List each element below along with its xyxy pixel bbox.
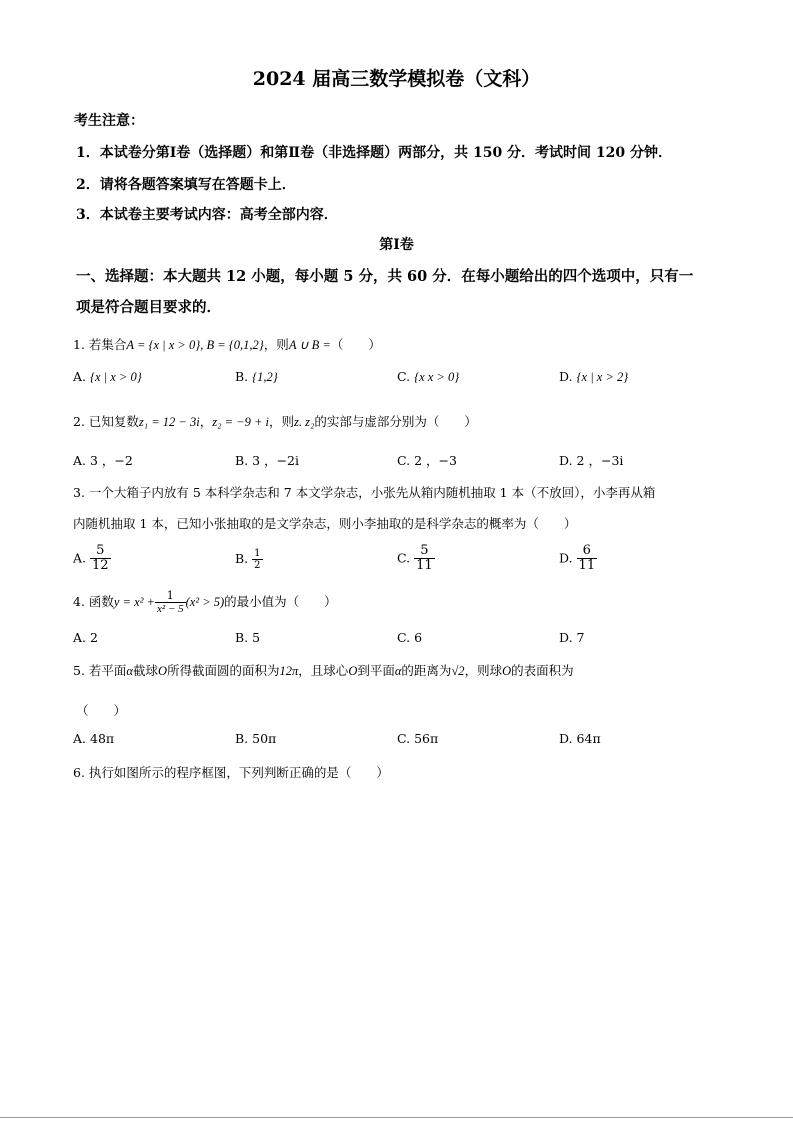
- q4-option-b: B. 5: [235, 630, 261, 645]
- q1-option-b: B. {1,2}: [235, 369, 278, 384]
- q1-option-a: A. {x | x > 0}: [73, 369, 142, 384]
- question-3-line2: 内随机抽取 1 本，已知小张抽取的是文学杂志，则小李抽取的是科学杂志的概率为（ ）: [73, 516, 577, 531]
- q5-option-d: D. 64π: [559, 731, 601, 746]
- q1-sets-expression: A = {x | x > 0}, B = {0,1,2}: [126, 338, 264, 352]
- part1-instructions-line1: 一、选择题：本大题共 12 小题，每小题 5 分，共 60 分．在每小题给出的四个选项中，只有一: [76, 268, 694, 285]
- q1-option-d: D. {x | x > 2}: [559, 369, 629, 384]
- question-1-stem: 1. 若集合A = {x | x > 0}, B = {0,1,2}，则A ∪ B =（ ）: [73, 337, 381, 352]
- section-title: 第Ⅰ卷: [379, 237, 414, 253]
- question-3-line1: 3. 一个大箱子内放有 5 本科学杂志和 7 本文学杂志，小张先从箱内随机抽取 1 本（不放回），小李再从箱: [73, 485, 656, 500]
- q3-option-d: D. $\frac{6}{11}$: [559, 543, 596, 574]
- q2-option-d: D. 2 ，−3i: [559, 453, 624, 468]
- q1-option-c: C. {x x > 0}: [397, 369, 460, 384]
- q3-option-c: C. $\frac{5}{11}$: [397, 543, 433, 574]
- exam-title: 2024 届高三数学模拟卷（文科）: [252, 68, 541, 90]
- q2-option-b: B. 3 ，−2i: [235, 453, 300, 468]
- question-5-line2: （ ）: [76, 703, 127, 718]
- part1-instructions-line2: 项是符合题目要求的．: [76, 299, 221, 316]
- q2-option-c: C. 2 ，−3: [397, 453, 457, 468]
- q2-option-a: A. 3 ，−2: [73, 453, 133, 468]
- question-6-stem: 6. 执行如图所示的程序框图，下列判断正确的是（ ）: [73, 765, 389, 780]
- q1-union-expression: A ∪ B =: [288, 338, 331, 352]
- q5-option-b: B. 50π: [235, 731, 277, 746]
- q5-option-c: C. 56π: [397, 731, 439, 746]
- q4-option-c: C. 6: [397, 630, 423, 645]
- q4-option-a: A. 2: [73, 630, 98, 645]
- question-4-stem: 4. 函数y = x² + $\frac{1}{\text{x² − 5}}$ (x² > 5)的最小值为（ ）: [73, 589, 337, 616]
- q3-option-a: A. $\frac{5}{12}$: [73, 543, 109, 574]
- notice-item-3: 3．本试卷主要考试内容：高考全部内容．: [76, 207, 338, 223]
- question-5-line1: 5. 若平面α截球O所得截面圆的面积为12π，且球心O到平面α的距离为√2，则球O的表面积为: [73, 663, 574, 678]
- page-bottom-divider: [0, 1117, 793, 1118]
- notice-heading: 考生注意：: [74, 113, 144, 129]
- q4-option-d: D. 7: [559, 630, 585, 645]
- notice-item-2: 2．请将各题答案填写在答题卡上．: [76, 177, 296, 193]
- notice-item-1: 1．本试卷分第Ⅰ卷（选择题）和第Ⅱ卷（非选择题）两部分，共 150 分．考试时间 120 分钟．: [76, 145, 673, 161]
- question-2-stem: 2. 已知复数z₁ = 12 − 3i，z₂ = −9 + i，则z. z₂的实部与虚部分别为（ ）: [73, 414, 477, 429]
- q5-option-a: A. 48π: [73, 731, 115, 746]
- q3-option-b: B. $\frac{1}{2}$: [235, 548, 261, 571]
